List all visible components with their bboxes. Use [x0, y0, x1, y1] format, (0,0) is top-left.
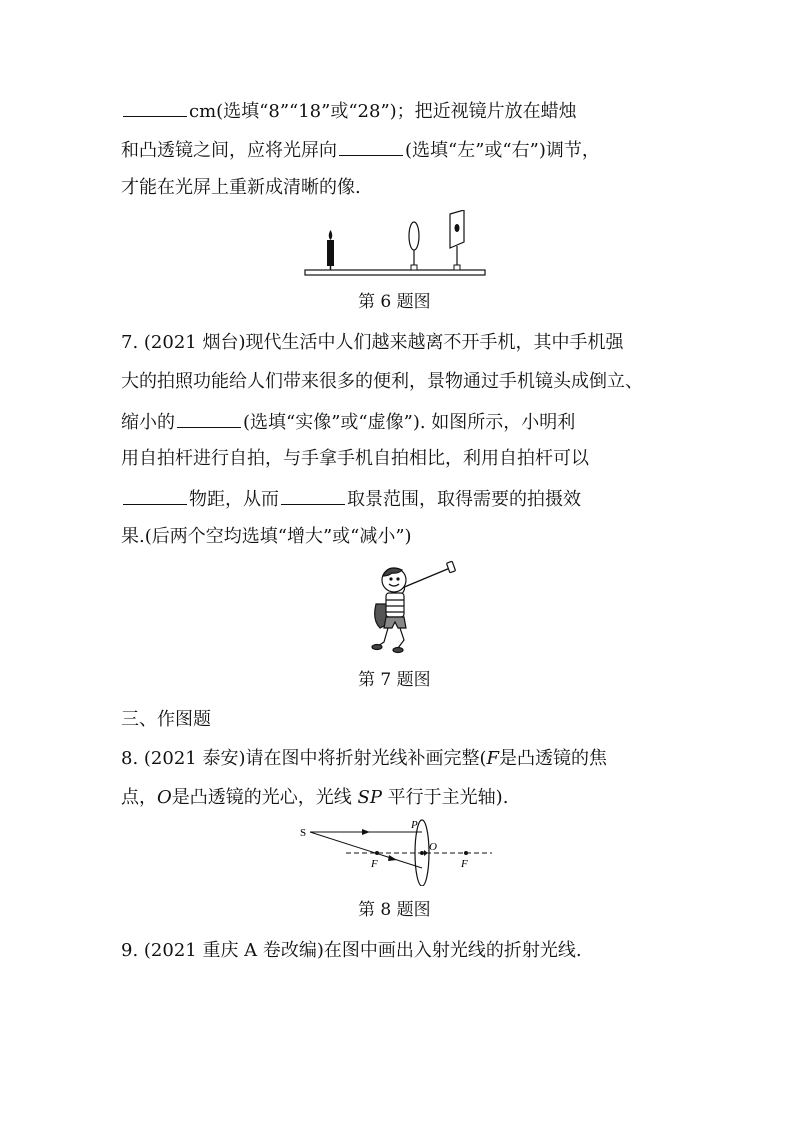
label-s: S	[300, 827, 307, 839]
q8-line-2: 点，O是凸透镜的光心，光线 SP 平行于主光轴).	[121, 787, 509, 808]
answer-blank[interactable]	[339, 137, 403, 156]
candle-icon	[327, 230, 334, 270]
answer-blank[interactable]	[177, 409, 241, 428]
convex-lens-icon	[409, 222, 419, 270]
boy-figure-icon	[372, 568, 406, 653]
answer-blank[interactable]	[281, 486, 345, 505]
q6-line-1: cm(选填“8”“18”或“28”)；把近视镜片放在蜡烛	[121, 98, 577, 124]
q6-line-3: 才能在光屏上重新成清晰的像.	[121, 177, 361, 198]
q8-line-1: 8. (2021 泰安)请在图中将折射光线补画完整(F是凸透镜的焦	[121, 748, 607, 769]
label-o: O	[429, 841, 437, 853]
figure-6-caption: 第 6 题图	[358, 292, 431, 312]
figure-7-selfie-boy	[362, 560, 462, 660]
figure-7-caption: 第 7 题图	[358, 670, 431, 690]
q7-line-2: 大的拍照功能给人们带来很多的便利，景物通过手机镜头成倒立、	[121, 371, 643, 392]
q7-line-6: 果.(后两个空均选填“增大”或“减小”)	[121, 526, 412, 547]
figure-6-optical-bench	[300, 210, 490, 280]
q6-line-2: 和凸透镜之间，应将光屏向 (选填“左”或“右”)调节，	[121, 137, 600, 163]
light-screen-icon	[450, 210, 464, 270]
figure-8-caption: 第 8 题图	[358, 900, 431, 920]
label-f-right: F	[461, 858, 468, 870]
q9-line-1: 9. (2021 重庆 A 卷改编)在图中画出入射光线的折射光线.	[121, 940, 582, 961]
q7-line-1: 7. (2021 烟台)现代生活中人们越来越离不开手机，其中手机强	[121, 332, 624, 353]
ray-s-f	[310, 832, 422, 868]
answer-blank[interactable]	[123, 98, 187, 117]
label-p: P	[411, 819, 418, 831]
q7-line-4: 用自拍杆进行自拍，与手拿手机自拍相比，利用自拍杆可以	[121, 448, 589, 469]
answer-blank[interactable]	[123, 486, 187, 505]
label-f-left: F	[371, 858, 378, 870]
section-title: 三、作图题	[121, 709, 211, 730]
figure-8-ray-diagram	[296, 816, 496, 886]
q7-line-3: 缩小的 (选填“实像”或“虚像”). 如图所示，小明利	[121, 409, 575, 435]
selfie-stick-icon	[402, 561, 456, 588]
q7-line-5: 物距，从而 取景范围，取得需要的拍摄效	[121, 486, 581, 512]
